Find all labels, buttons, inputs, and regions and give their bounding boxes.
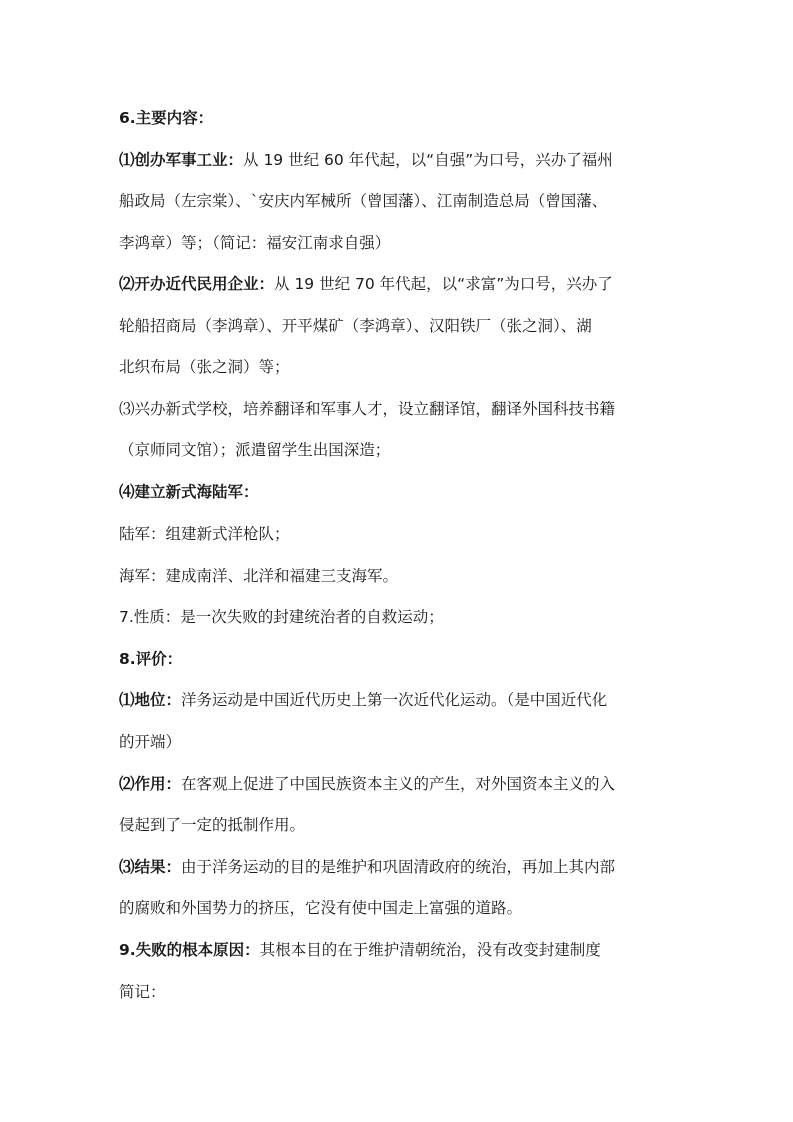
text-line	[119, 524, 679, 544]
text-line	[119, 607, 679, 627]
text-line	[119, 815, 679, 835]
body-text: 轮船招商局（李鸿章）、开平煤矿（李鸿章）、汉阳铁厂（张之洞）、湖	[119, 317, 592, 335]
text-line	[119, 399, 679, 419]
body-text: 海军：建成南洋、北洋和福建三支海军。	[119, 567, 399, 585]
text-line	[119, 774, 679, 794]
body-text: 陆军：组建新式洋枪队；	[119, 525, 290, 543]
bold-text: ⑵作用：	[119, 775, 182, 793]
text-line	[119, 150, 679, 170]
text-line	[119, 898, 679, 918]
body-text: ⑶兴办新式学校，培养翻译和军事人才，设立翻译馆，翻译外国科技书籍	[119, 400, 616, 418]
text-line	[119, 940, 679, 960]
body-text: 北织布局（张之洞）等；	[119, 358, 290, 376]
bold-text: ⑴创办军事工业：	[119, 151, 244, 169]
text-line	[119, 690, 679, 710]
text-line	[119, 857, 679, 877]
text-line	[119, 191, 679, 211]
body-text: 李鸿章）等；（简记：福安江南求自强）	[119, 234, 391, 252]
body-text: 船政局（左宗棠）、`安庆内军械所（曾国藩）、江南制造总局（曾国藩、	[119, 192, 608, 210]
body-text: 的开端）	[119, 733, 182, 751]
body-text: （京师同文馆）；派遣留学生出国深造；	[119, 441, 391, 459]
text-line	[119, 316, 679, 336]
text-line	[119, 274, 679, 294]
text-line	[119, 732, 679, 752]
body-text: 洋务运动是中国近代历史上第一次近代化运动。（是中国近代化	[181, 691, 608, 709]
body-text: 简记：	[119, 983, 166, 1001]
text-line	[119, 982, 679, 1002]
body-text: 的腐败和外国势力的挤压，它没有使中国走上富强的道路。	[119, 899, 523, 917]
text-line	[119, 233, 679, 253]
text-line	[119, 482, 679, 502]
bold-text: ⑶结果：	[119, 858, 182, 876]
body-text: 侵起到了一定的抵制作用。	[119, 816, 306, 834]
bold-text: 6.主要内容：	[119, 109, 214, 127]
bold-text: ⑷建立新式海陆军：	[119, 483, 259, 501]
bold-text: ⑵开办近代民用企业：	[119, 275, 275, 293]
text-line	[119, 440, 679, 460]
bold-text: ⑴地位：	[119, 691, 182, 709]
text-line	[119, 357, 679, 377]
text-line	[119, 566, 679, 586]
body-text: 从 19 世纪 60 年代起，以“自强”为口号，兴办了福州	[243, 151, 613, 169]
bold-text: 9.失败的根本原因：	[119, 941, 260, 959]
heading-main-content	[119, 108, 679, 128]
text-line	[119, 649, 679, 669]
body-text: 其根本目的在于维护清朝统治，没有改变封建制度	[259, 941, 601, 959]
body-text: 在客观上促进了中国民族资本主义的产生，对外国资本主义的入	[181, 775, 616, 793]
bold-text: 8.评价：	[119, 650, 183, 668]
body-text: 7.性质：是一次失败的封建统治者的自救运动；	[119, 608, 444, 626]
body-text: 从 19 世纪 70 年代起，以“求富”为口号，兴办了	[274, 275, 613, 293]
body-text: 由于洋务运动的目的是维护和巩固清政府的统治，再加上其内部	[181, 858, 616, 876]
